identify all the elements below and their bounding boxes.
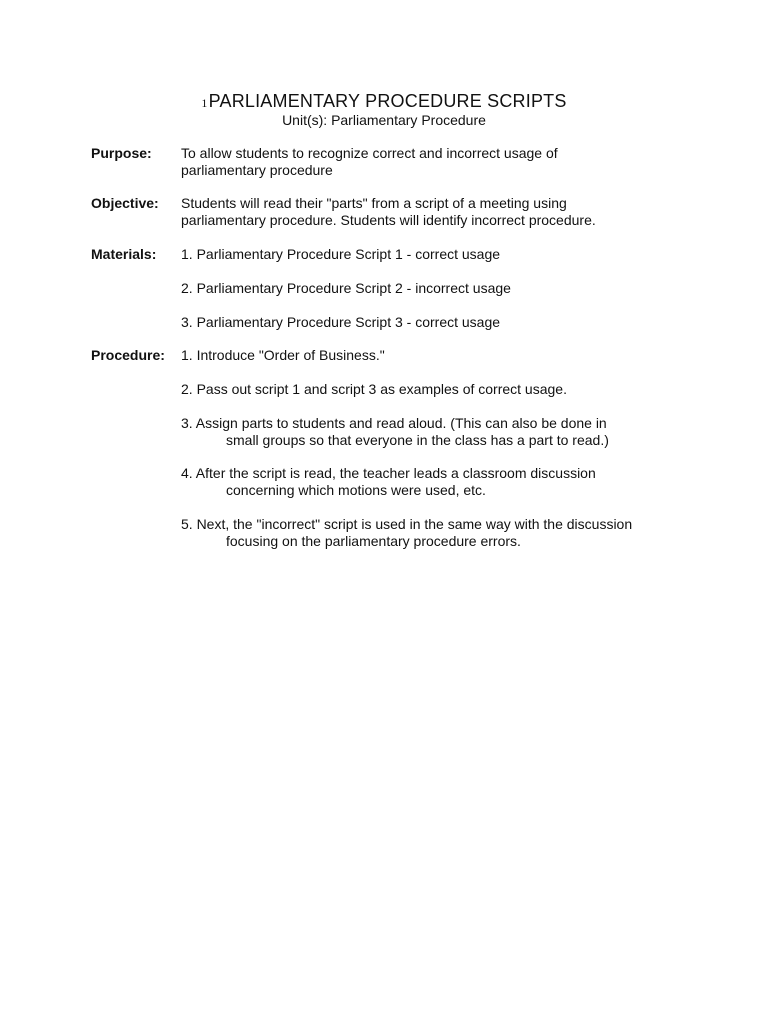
footnote-mark: 1 xyxy=(201,96,208,110)
procedure-item-line: 1. Introduce "Order of Business." xyxy=(181,347,385,363)
page-subtitle: Unit(s): Parliamentary Procedure xyxy=(282,112,486,128)
objective-line: Students will read their "parts" from a script of a meeting using xyxy=(181,195,567,211)
procedure-item-line: 5. Next, the "incorrect" script is used in the same way with the discussion xyxy=(181,516,633,532)
procedure-item-line: 2. Pass out script 1 and script 3 as examples of correct usage. xyxy=(181,381,567,397)
procedure-item xyxy=(181,516,681,550)
objective-line: parliamentary procedure. Students will identify incorrect procedure. xyxy=(181,212,596,228)
purpose-text xyxy=(181,145,681,179)
materials-label: Materials: xyxy=(91,246,157,262)
materials-item: 2. Parliamentary Procedure Script 2 - incorrect usage xyxy=(181,280,511,296)
procedure-item xyxy=(181,465,681,499)
title-text: PARLIAMENTARY PROCEDURE SCRIPTS xyxy=(208,91,567,111)
procedure-item-continuation: small groups so that everyone in the class has a part to read.) xyxy=(226,432,609,448)
procedure-item-continuation: concerning which motions were used, etc. xyxy=(226,482,486,498)
materials-item: 1. Parliamentary Procedure Script 1 - correct usage xyxy=(181,246,501,262)
procedure-item-line: 3. Assign parts to students and read aloud. (This can also be done in xyxy=(181,415,607,431)
purpose-line: parliamentary procedure xyxy=(181,162,333,178)
procedure-item-line: 4. After the script is read, the teacher leads a classroom discussion xyxy=(181,465,596,481)
objective-label: Objective: xyxy=(91,195,159,211)
materials-item: 3. Parliamentary Procedure Script 3 - correct usage xyxy=(181,314,501,330)
procedure-item xyxy=(181,347,681,364)
purpose-line: To allow students to recognize correct and incorrect usage of xyxy=(181,145,558,161)
procedure-item-continuation: focusing on the parliamentary procedure errors. xyxy=(226,533,521,549)
procedure-item xyxy=(181,415,681,449)
objective-text xyxy=(181,195,681,229)
purpose-label: Purpose: xyxy=(91,145,152,161)
procedure-item xyxy=(181,381,681,398)
procedure-label: Procedure: xyxy=(91,347,165,363)
